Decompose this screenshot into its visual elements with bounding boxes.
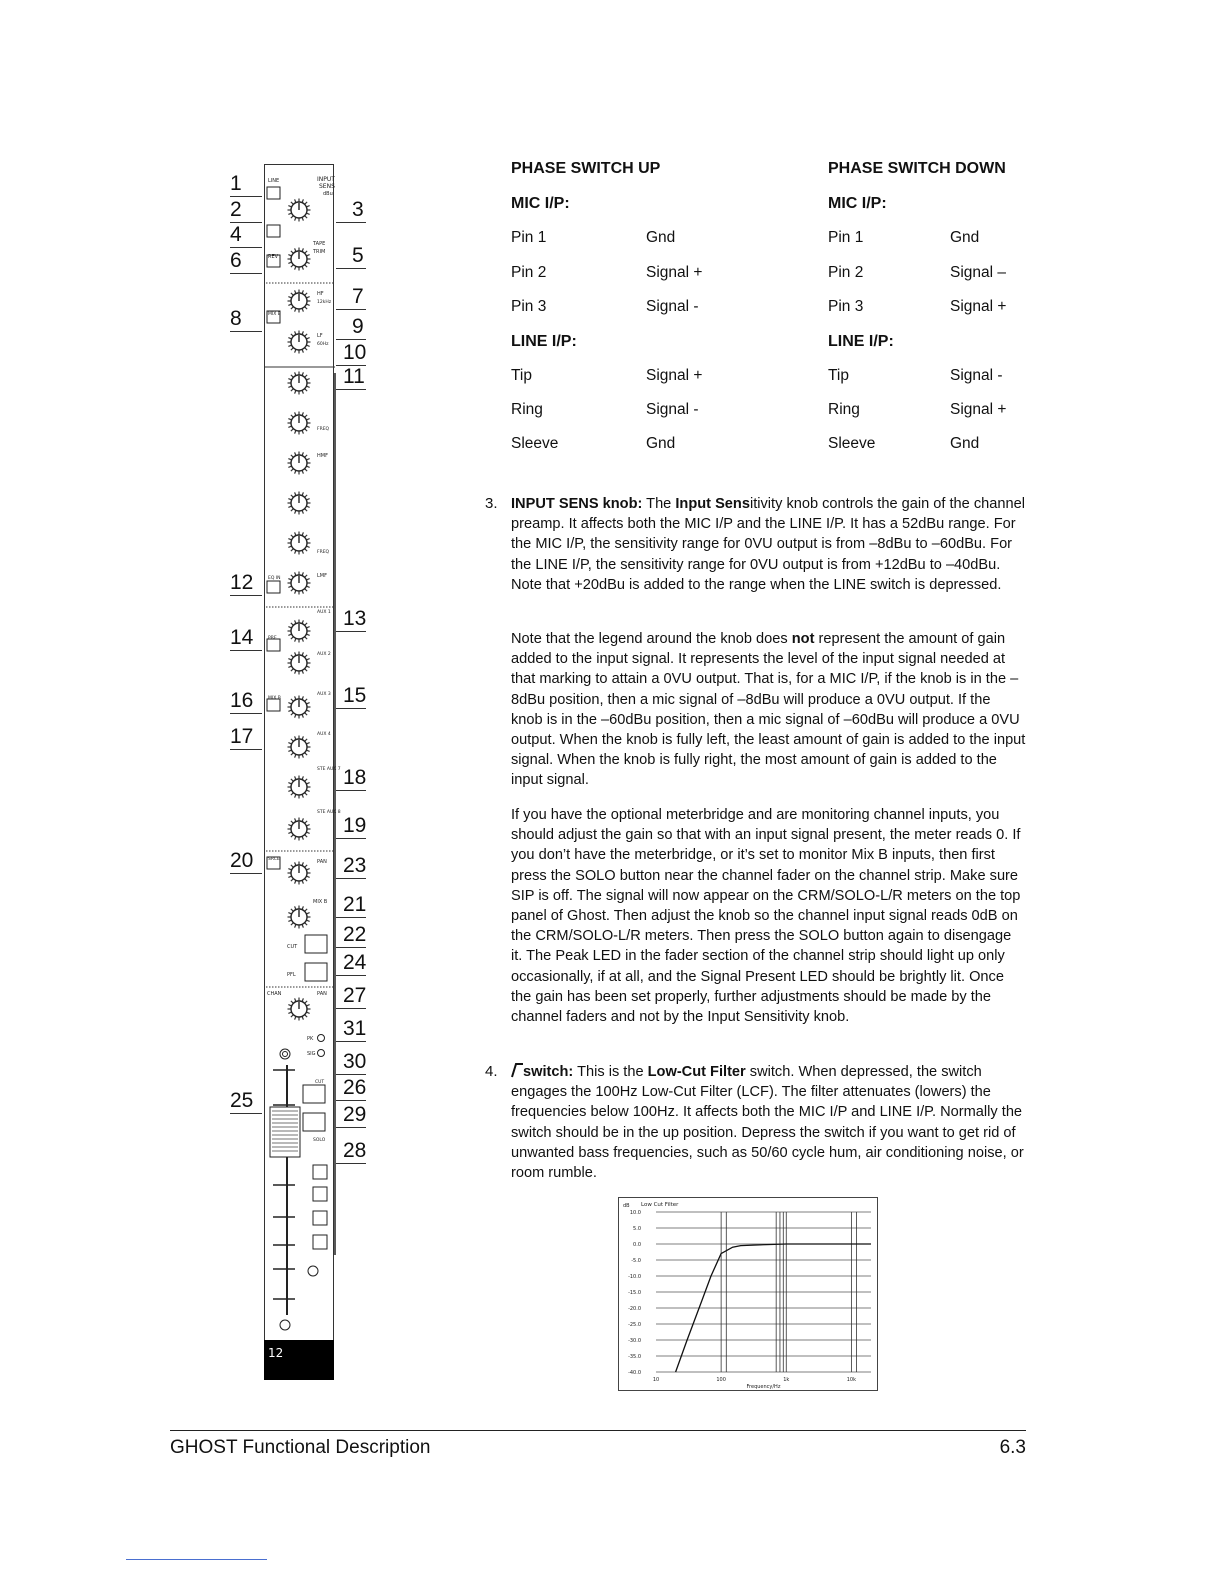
solo-button — [303, 1113, 325, 1131]
channel-strip-drawing — [265, 165, 341, 1341]
callout-number: 11 — [343, 365, 365, 388]
line-switch — [267, 187, 280, 199]
callout-number: 31 — [343, 1017, 367, 1040]
aux1-label: AUX 1 — [317, 610, 331, 615]
chart-x-tick-label: 1k — [783, 1377, 790, 1383]
cut-label: CUT — [315, 1080, 325, 1085]
callout-number: 13 — [343, 607, 367, 630]
fader-cap — [270, 1107, 300, 1157]
low-cut-filter-plot — [619, 1198, 877, 1390]
lf-freq-label: 60Hz — [317, 342, 329, 347]
phase-down-mic-pin: Pin 2 — [828, 264, 864, 281]
phase-up-mic-pin: Pin 2 — [511, 264, 547, 281]
pfl-button — [305, 963, 327, 981]
phase-down-mic-signal: Signal – — [950, 264, 1007, 281]
callout-leader — [336, 268, 366, 269]
rev-label: REV — [268, 254, 279, 260]
chart-y-tick-label: 5.0 — [633, 1226, 641, 1232]
cut-label: CUT — [287, 944, 298, 950]
routing-button — [313, 1165, 327, 1179]
item-4-paragraph — [511, 1062, 1026, 1183]
low-cut-filter-icon — [511, 1062, 523, 1078]
aux3-label: AUX 3 — [317, 692, 331, 697]
routing-button — [313, 1187, 327, 1201]
callout-number: 24 — [343, 951, 367, 974]
tape-label: TAPE — [313, 241, 326, 247]
callout-number: 29 — [343, 1103, 367, 1126]
callout-number: 4 — [230, 223, 242, 246]
item-3-emphasis: Input Sens — [675, 496, 750, 512]
sig-label: SIG — [307, 1051, 316, 1057]
callout-number: 30 — [343, 1050, 367, 1073]
hmf-q-knob-icon — [288, 452, 311, 475]
aux2-knob-icon — [288, 652, 311, 675]
callout-leader — [230, 873, 262, 874]
phase-up-line-signal: Signal - — [646, 401, 699, 418]
phase-down-mic-signal: Signal + — [950, 298, 1007, 315]
callout-number: 6 — [230, 249, 242, 272]
callout-number: 16 — [230, 689, 254, 712]
callout-number: 21 — [343, 893, 367, 916]
page-number: 6.3 — [999, 1437, 1026, 1458]
cut-button — [305, 935, 327, 953]
chart-y-tick-label: -25.0 — [628, 1322, 641, 1328]
callout-leader — [336, 1041, 366, 1042]
callout-number: 26 — [343, 1076, 367, 1099]
freq-label: FREQ — [317, 550, 330, 555]
low-cut-filter-chart — [618, 1197, 878, 1391]
chart-ylabel: dB — [623, 1203, 630, 1209]
callout-number: 23 — [343, 854, 367, 877]
callout-leader — [336, 917, 366, 918]
item-4-emphasis: Low-Cut Filter — [647, 1064, 746, 1080]
item-4-number: 4. — [485, 1063, 498, 1080]
callout-number: 28 — [343, 1139, 367, 1162]
screw-icon — [280, 1320, 290, 1330]
item-3-text: Note that the legend around the knob does — [511, 631, 792, 647]
pan-knob-icon — [288, 862, 311, 885]
callout-leader — [336, 222, 366, 223]
phase-down-line-signal: Signal - — [950, 367, 1003, 384]
callout-leader — [336, 1008, 366, 1009]
phase-down-line-contact: Tip — [828, 367, 849, 384]
pre-label: PRE — [268, 636, 277, 641]
callout-number: 1 — [230, 172, 242, 195]
lf-label: LF — [317, 333, 323, 339]
callout-leader — [336, 975, 366, 976]
callout-number: 10 — [343, 341, 367, 364]
aux4-knob-icon — [288, 736, 311, 759]
pan-label: PAN — [317, 991, 327, 997]
pfl-label: PFL — [287, 972, 296, 978]
phase-up-mic-pin: Pin 3 — [511, 298, 547, 315]
callout-leader — [230, 650, 262, 651]
phase-up-line-heading: LINE I/P: — [511, 333, 577, 350]
callout-leader — [336, 631, 366, 632]
callout-number: 18 — [343, 766, 367, 789]
callout-number: 7 — [352, 285, 364, 308]
ste-aux7-knob-icon — [288, 776, 311, 799]
item-3-title: INPUT SENS knob: — [511, 496, 643, 512]
aux4-label: AUX 4 — [317, 732, 331, 737]
tape-trim-knob-icon — [288, 248, 311, 271]
callout-number: 5 — [352, 244, 364, 267]
callout-leader — [336, 947, 366, 948]
item-3-text: The — [646, 496, 676, 512]
phase-up-line-contact: Ring — [511, 401, 543, 418]
callout-leader — [230, 713, 262, 714]
aux1-knob-icon — [288, 620, 311, 643]
callout-leader — [230, 247, 262, 248]
chart-y-tick-label: -20.0 — [628, 1306, 641, 1312]
callout-number: 12 — [230, 571, 254, 594]
callout-number: 2 — [230, 198, 242, 221]
eq-in-switch — [267, 581, 280, 593]
mixb-level-knob-icon — [288, 906, 311, 929]
callout-leader — [336, 1163, 366, 1164]
eq-in-label: EQ IN — [268, 576, 281, 581]
callout-leader — [230, 273, 262, 274]
callout-leader — [230, 1113, 262, 1114]
phase-up-line-contact: Tip — [511, 367, 532, 384]
phase-up-line-signal: Gnd — [646, 435, 676, 452]
chart-y-tick-label: 0.0 — [633, 1242, 641, 1248]
callout-number: 27 — [343, 984, 367, 1007]
phase-down-mic-heading: MIC I/P: — [828, 195, 887, 212]
aux2-label: AUX 2 — [317, 652, 331, 657]
chart-x-tick-label: 10 — [652, 1377, 660, 1383]
item-3-paragraph-3: If you have the optional meterbridge and are monitoring channel inputs, you should adjust the gain so that with an input signal present, the meter reads 0. If you don’t have the meterbridge, or it’s set to monitor Mix B inputs, then first press the SOLO button near the channel fader on the channel strip. Make sure SIP is off. The signal will now appear on the CRM/SOLO-L/R meters on the top panel of Ghost. Then adjust the knob so the channel input signal reads 0dB on the CRM/SOLO-L/R meters. Then press the SOLO button again to disengage it. The Peak LED in the fader section of the channel strip should light up only occasionally, if at all, and the Signal Present LED should be brightly lit. Once the gain has been set properly, further adjustments should be made by the channel faders and not by the Input Sensitivity knob. — [511, 807, 1021, 1026]
chart-x-tick-label: 100 — [716, 1377, 726, 1383]
lf-knob-icon — [288, 331, 311, 354]
lmf-freq-knob-icon — [288, 532, 311, 555]
chart-y-tick-label: -15.0 — [628, 1290, 641, 1296]
cut-button — [303, 1085, 325, 1103]
chart-y-tick-label: 10.0 — [629, 1210, 641, 1216]
chart-y-tick-label: -5.0 — [631, 1258, 641, 1264]
aux3-knob-icon — [288, 696, 311, 719]
hf-knob-icon — [288, 290, 311, 313]
phase-down-mic-pin: Pin 3 — [828, 298, 864, 315]
hf-label: HF — [317, 291, 324, 297]
callout-leader — [230, 196, 262, 197]
footer-rule — [170, 1430, 1026, 1431]
chart-y-tick-label: -30.0 — [628, 1338, 641, 1344]
chan-label: CHAN — [267, 991, 282, 997]
pk-label: PK — [307, 1036, 314, 1042]
phase-up-mic-pin: Pin 1 — [511, 229, 547, 246]
screw-icon — [308, 1266, 318, 1276]
chart-y-tick-label: -40.0 — [628, 1370, 641, 1376]
ste-aux7-label: STE AUX 7 — [317, 767, 341, 772]
callout-leader — [336, 790, 366, 791]
screw-icon — [280, 1049, 290, 1059]
source-label: SRCE — [268, 857, 280, 862]
callout-number: 9 — [352, 315, 364, 338]
phase-up-line-signal: Signal + — [646, 367, 703, 384]
phase-up-mic-signal: Gnd — [646, 229, 676, 246]
mixb-label: MIX B — [268, 696, 281, 701]
callout-leader — [336, 389, 366, 390]
lmf-gain-knob-icon — [288, 492, 311, 515]
callout-leader — [336, 878, 366, 879]
callout-number: 14 — [230, 626, 254, 649]
item-3-text: represent the amount of gain added to the input signal. It represents the level of the input signal needed at that marking to attain a 0VU output. That is, for a MIC I/P, if the knob is in the –8dBu position, then a mic signal of –8dBu will produce a 0VU output. If the knob is in the –60dBu position, then a mic signal of –60dBu will produce a 0VU output. When the knob is fully left, the least amount of gain is added to the input signal. When the knob is fully right, the most amount of gain is added to the input signal. — [511, 631, 1026, 789]
chart-title: Low Cut Filter — [641, 1202, 679, 1208]
callout-number: 15 — [343, 684, 367, 707]
callout-number: 20 — [230, 849, 254, 872]
callout-number: 17 — [230, 725, 254, 748]
lmf-label: LMF — [317, 573, 327, 579]
callout-number: 3 — [352, 198, 364, 221]
routing-button — [313, 1211, 327, 1225]
freq-label: FREQ — [317, 427, 330, 432]
channel-pan-knob-icon — [288, 998, 311, 1021]
sens-label: SENS — [319, 183, 335, 190]
item-3-paragraph-2 — [511, 629, 1026, 791]
bottom-link-underline — [126, 1559, 267, 1560]
footer-title: GHOST Functional Description — [170, 1437, 431, 1458]
phase-down-mic-pin: Pin 1 — [828, 229, 864, 246]
phase-down-line-heading: LINE I/P: — [828, 333, 894, 350]
ste-aux8-knob-icon — [288, 818, 311, 841]
callout-number: 8 — [230, 307, 242, 330]
callout-leader — [336, 708, 366, 709]
callout-number: 25 — [230, 1089, 254, 1112]
callout-number: 22 — [343, 923, 367, 946]
phase-down-line-signal: Signal + — [950, 401, 1007, 418]
low-cut-switch — [267, 225, 280, 237]
chart-x-tick-label: 10k — [846, 1377, 857, 1383]
callout-number: 19 — [343, 814, 367, 837]
callout-leader — [336, 339, 366, 340]
signal-led-icon — [318, 1050, 325, 1057]
dbu-label: dBu — [323, 191, 333, 197]
item-3-emphasis: not — [791, 631, 815, 647]
ste-aux8-label: STE AUX 8 — [317, 810, 341, 815]
callout-leader — [336, 309, 366, 310]
phase-up-heading: PHASE SWITCH UP — [511, 160, 661, 177]
item-3-text: itivity knob controls the gain of the channel preamp. It affects both the MIC I/P and the LINE I/P. It has a 52dBu range. For the MIC I/P, the sensitivity range for 0VU output is from –8dBu to –60dBu. For the LINE I/P, the sensitivity range for 0VU output is from +12dBu to –40dBu. Note that +20dBu is added to the range when the LINE switch is depressed. — [511, 496, 1025, 593]
channel-strip — [264, 164, 341, 1380]
routing-button — [313, 1235, 327, 1249]
hmf-label: HMF — [317, 453, 328, 459]
item-3-number: 3. — [485, 495, 498, 512]
phase-up-line-contact: Sleeve — [511, 435, 559, 452]
phase-up-mic-signal: Signal - — [646, 298, 699, 315]
callout-leader — [230, 331, 262, 332]
item-4-text: This is the — [573, 1064, 648, 1080]
callout-leader — [336, 1127, 366, 1128]
input-sens-knob-icon — [288, 199, 311, 222]
hf-freq-label: 12kHz — [317, 300, 332, 305]
peak-led-icon — [318, 1035, 325, 1042]
pan-label: PAN — [317, 859, 327, 865]
callout-leader — [336, 1100, 366, 1101]
callout-leader — [336, 1074, 366, 1075]
hmf-freq-knob-icon — [288, 412, 311, 435]
mixb-label: MIX B — [268, 312, 281, 317]
line-label: LINE — [268, 178, 280, 184]
phase-up-mic-signal: Signal + — [646, 264, 703, 281]
chart-y-tick-label: -10.0 — [628, 1274, 641, 1280]
chart-xlabel: Frequency/Hz — [746, 1384, 781, 1390]
callout-leader — [336, 838, 366, 839]
mixb-level-label: MIX B — [313, 899, 328, 905]
phase-down-line-signal: Gnd — [950, 435, 980, 452]
phase-down-heading: PHASE SWITCH DOWN — [828, 160, 1006, 177]
input-label: INPUT — [317, 176, 335, 183]
hmf-gain-knob-icon — [288, 372, 311, 395]
solo-label: SOLO — [313, 1138, 326, 1143]
trim-label: TRIM — [313, 249, 326, 255]
lmf-q-knob-icon — [288, 572, 311, 595]
phase-down-line-contact: Ring — [828, 401, 860, 418]
item-3-paragraph-1 — [511, 494, 1026, 595]
phase-down-mic-signal: Gnd — [950, 229, 980, 246]
callout-leader — [230, 595, 262, 596]
chart-y-tick-label: -35.0 — [628, 1354, 641, 1360]
channel-number: 12 — [268, 1346, 284, 1360]
item-4-title: switch: — [523, 1064, 574, 1080]
phase-down-line-contact: Sleeve — [828, 435, 876, 452]
callout-leader — [230, 749, 262, 750]
phase-up-mic-heading: MIC I/P: — [511, 195, 570, 212]
item-4-text: switch. When depressed, the switch engages the 100Hz Low-Cut Filter (LCF). The filter attenuates (lowers) the frequencies below 100Hz. It affects both the MIC I/P and LINE I/P. Normally the switch should be in the up position. Depress the switch if you want to get rid of unwanted bass frequencies, such as 50/60 cycle hum, air conditioning noise, or room rumble. — [511, 1064, 1024, 1182]
channel-number-plate — [264, 1340, 334, 1380]
